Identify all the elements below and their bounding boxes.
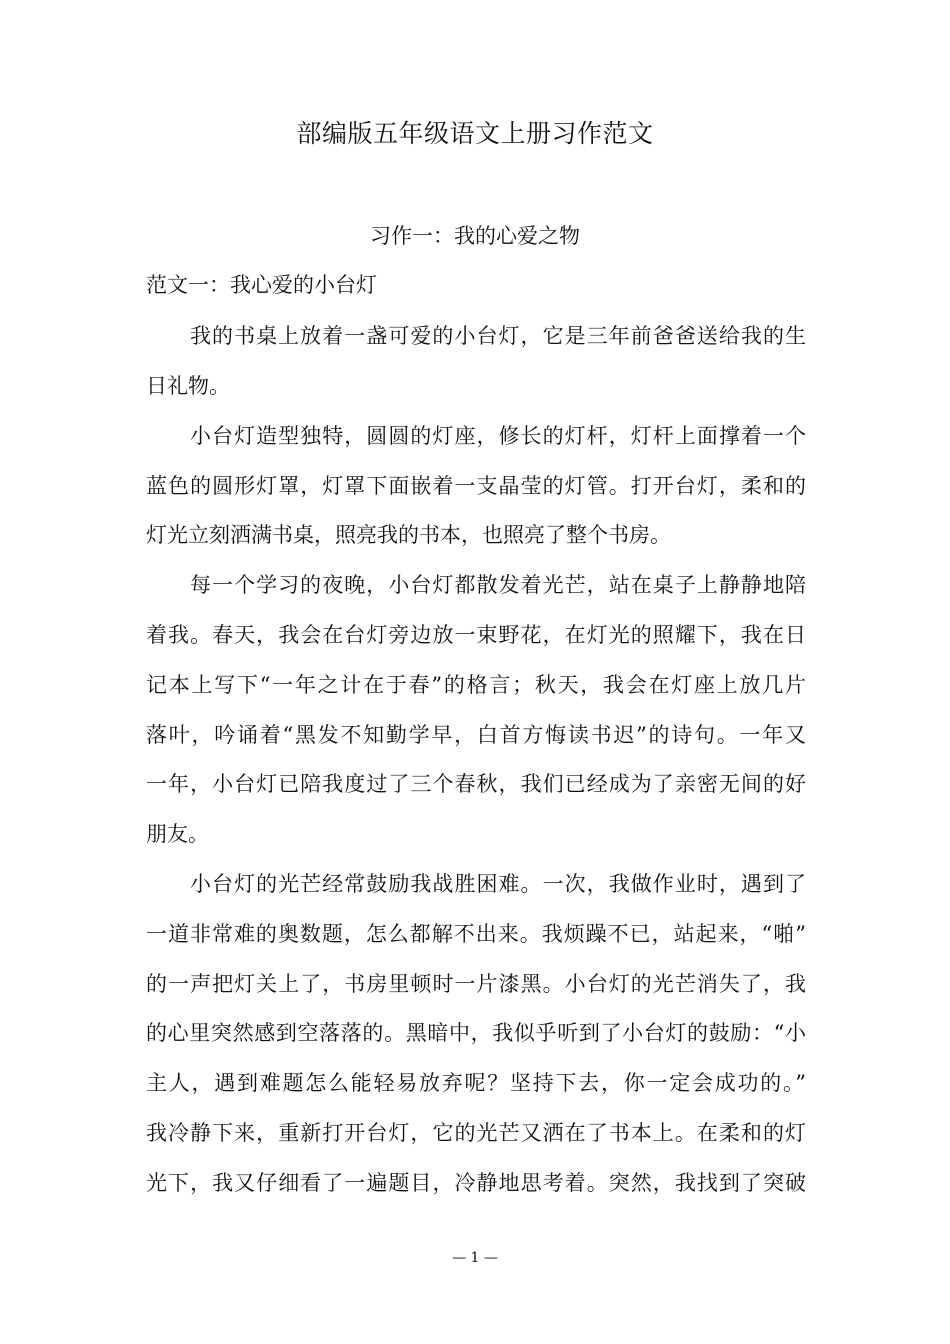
page-title: 部编版五年级语文上册习作范文 xyxy=(296,119,654,148)
section-heading: 习作一：我的心爱之物 xyxy=(370,224,580,248)
body-line: 光下，我又仔细看了一遍题目，冷静地思考着。突然，我找到了突破 xyxy=(146,1171,806,1195)
body-line: 灯光立刻洒满书桌，照亮我的书本，也照亮了整个书房。 xyxy=(146,523,671,547)
body-line: 日礼物。 xyxy=(146,374,230,398)
body-line: 主人，遇到难题怎么能轻易放弃呢？坚持下去，你一定会成功的。” xyxy=(146,1071,806,1095)
essay-title: 范文一：我心爱的小台灯 xyxy=(146,273,377,297)
body-line: 一道非常难的奥数题，怎么都解不出来。我烦躁不已，站起来，“啪” xyxy=(146,922,806,946)
body-line: 记本上写下“一年之计在于春”的格言；秋天，我会在灯座上放几片 xyxy=(146,673,806,697)
body-line: 着我。春天，我会在台灯旁边放一束野花，在灯光的照耀下，我在日 xyxy=(146,623,806,647)
body-line: 的一声把灯关上了，书房里顿时一片漆黑。小台灯的光芒消失了，我 xyxy=(146,972,806,996)
body-line: 的心里突然感到空落落的。黑暗中，我似乎听到了小台灯的鼓励：“小 xyxy=(146,1021,806,1045)
page-number: — 1 — xyxy=(452,1250,498,1266)
body-line: 每一个学习的夜晚，小台灯都散发着光芒，站在桌子上静静地陪 xyxy=(190,573,806,597)
body-line: 一年，小台灯已陪我度过了三个春秋，我们已经成为了亲密无间的好 xyxy=(146,772,806,796)
body-line: 我的书桌上放着一盏可爱的小台灯，它是三年前爸爸送给我的生 xyxy=(190,324,806,348)
body-line: 小台灯造型独特，圆圆的灯座，修长的灯杆，灯杆上面撑着一个 xyxy=(190,424,806,448)
body-line: 落叶，吟诵着“黑发不知勤学早，白首方悔读书迟”的诗句。一年又 xyxy=(146,723,806,747)
body-line: 我冷静下来，重新打开台灯，它的光芒又洒在了书本上。在柔和的灯 xyxy=(146,1121,806,1145)
body-line: 朋友。 xyxy=(146,822,209,846)
body-line: 小台灯的光芒经常鼓励我战胜困难。一次，我做作业时，遇到了 xyxy=(190,872,806,896)
body-line: 蓝色的圆形灯罩，灯罩下面嵌着一支晶莹的灯管。打开台灯，柔和的 xyxy=(146,474,806,498)
